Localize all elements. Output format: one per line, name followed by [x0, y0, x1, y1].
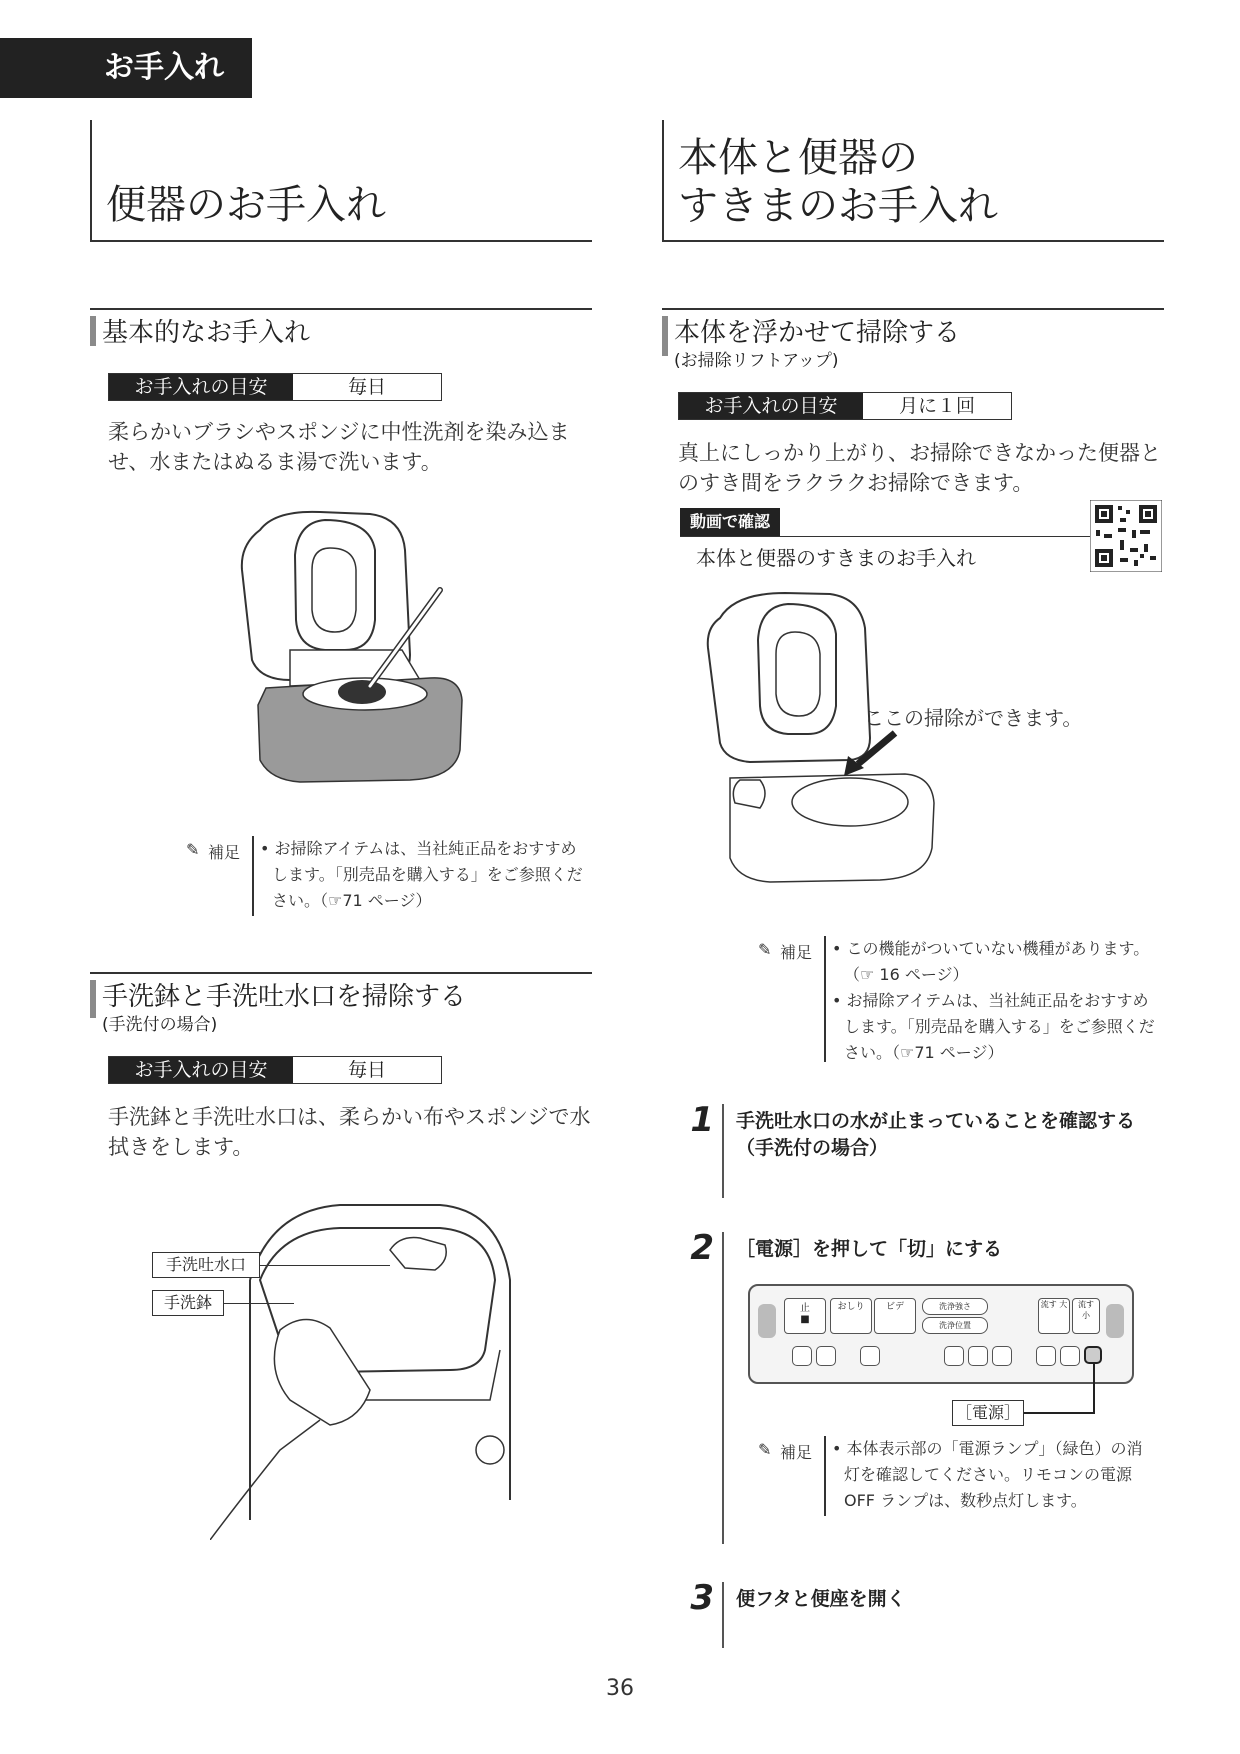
label-spout: 手洗吐水口 — [152, 1252, 260, 1278]
step-1-number: 1 — [690, 1100, 714, 1140]
guide-label: お手入れの目安 — [109, 1057, 293, 1083]
video-title[interactable]: 本体と便器のすきまのお手入れ — [696, 546, 976, 570]
guide-value: 毎日 — [347, 376, 386, 398]
handwash-guide — [108, 1056, 442, 1084]
right-title-line1: 本体と便器の — [678, 135, 918, 181]
basic-text: 柔らかいブラシやスポンジに中性洗剤を染み込ませ、水またはぬるま湯で洗います。 — [108, 420, 570, 474]
page-number: 36 — [606, 1676, 634, 1701]
right-page-title — [662, 120, 1164, 242]
video-tag: 動画で確認 — [680, 508, 780, 536]
lift-text: 真上にしっかり上がり、お掃除できなかった便器とのすき間をラクラクお掃除できます。 — [678, 441, 1161, 495]
guide-value: 毎日 — [347, 1059, 386, 1081]
note-label: 補足 — [780, 943, 813, 962]
lift-guide — [678, 392, 1012, 420]
qr-code-icon[interactable] — [1090, 500, 1162, 572]
flush-small-button[interactable]: 流す 小 — [1072, 1298, 1100, 1334]
step-3-number: 3 — [690, 1578, 714, 1618]
remote-control-panel — [748, 1284, 1134, 1384]
remote-small-button[interactable] — [944, 1346, 964, 1366]
right-title-line2: すきまのお手入れ — [678, 183, 998, 229]
step-1-text: 手洗吐水口の水が止まっていることを確認する（手洗付の場合） — [736, 1110, 1136, 1159]
basic-guide — [108, 373, 442, 401]
remote-left-lamp — [758, 1304, 776, 1338]
remote-right-lamp — [1106, 1304, 1124, 1338]
handwash-illustration — [210, 1200, 530, 1540]
remote-small-button[interactable] — [816, 1346, 836, 1366]
right-title-text — [678, 134, 998, 230]
step-2-text: ［電源］を押して「切」にする — [736, 1238, 1003, 1260]
handwash-subheading: (手洗付の場合) — [102, 1015, 218, 1035]
left-page-title — [90, 120, 592, 242]
lift-heading — [662, 308, 1164, 370]
flush-large-button[interactable]: 流す 大 — [1038, 1298, 1070, 1334]
left-title-text: 便器のお手入れ — [106, 182, 386, 228]
stop-button[interactable]: 止 ■ — [784, 1298, 826, 1334]
note-line-text: • 本体表示部の「電源ランプ」（緑色）の消灯を確認してください。リモコンの電源 OFF ランプは、数秒点灯します。 — [832, 1439, 1143, 1510]
guide-value: 月に１回 — [898, 395, 975, 417]
note-pencil-icon: ✎ — [186, 840, 200, 859]
remote-small-button[interactable] — [860, 1346, 880, 1366]
note-pencil-icon: ✎ — [758, 1440, 772, 1459]
note-line-text: • お掃除アイテムは、当社純正品をおすすめします。「別売品を購入する」をご参照ください。（☞71 ページ） — [832, 991, 1155, 1062]
step-2-number: 2 — [690, 1228, 714, 1268]
note-text — [832, 1436, 1152, 1514]
power-button[interactable] — [1084, 1346, 1102, 1364]
lift-heading-text: 本体を浮かせて掃除する — [674, 318, 961, 348]
remote-small-button[interactable] — [1060, 1346, 1080, 1366]
remote-small-button[interactable] — [968, 1346, 988, 1366]
note-line-text: • お掃除アイテムは、当社純正品をおすすめします。「別売品を購入する」をご参照ください。（☞71 ページ） — [260, 839, 583, 910]
note-line-text: • この機能がついていない機種があります。（☞ 16 ページ） — [832, 939, 1150, 984]
lift-subheading: (お掃除リフトアップ) — [674, 351, 839, 371]
note-text — [260, 836, 592, 914]
note-label: 補足 — [208, 843, 241, 862]
handwash-heading — [90, 972, 592, 1035]
toilet-brush-illustration — [230, 510, 490, 800]
guide-label: お手入れの目安 — [109, 374, 293, 400]
remote-small-button[interactable] — [792, 1346, 812, 1366]
basic-heading-text: 基本的なお手入れ — [102, 318, 311, 348]
label-bowl: 手洗鉢 — [152, 1290, 224, 1316]
section-tab: お手入れ — [0, 38, 252, 98]
arrow-icon — [840, 728, 900, 778]
bidet-button[interactable]: ビデ — [874, 1298, 916, 1334]
lift-callout: ここの掃除ができます。 — [864, 706, 1083, 730]
stop-button-label: 止 — [800, 1303, 810, 1314]
guide-label: お手入れの目安 — [679, 393, 863, 419]
handwash-text: 手洗鉢と手洗吐水口は、柔らかい布やスポンジで水拭きをします。 — [108, 1105, 591, 1159]
note-label: 補足 — [780, 1443, 813, 1462]
lift-illustration — [700, 588, 940, 888]
basic-heading — [90, 308, 592, 350]
power-label: ［電源］ — [952, 1400, 1024, 1426]
note-text — [832, 936, 1162, 1066]
oshiri-button[interactable]: おしり — [830, 1298, 872, 1334]
remote-small-button[interactable] — [1036, 1346, 1056, 1366]
note-pencil-icon: ✎ — [758, 940, 772, 959]
wash-position-button[interactable]: 洗浄位置 — [922, 1317, 988, 1334]
step-3-text: 便フタと便座を開く — [736, 1588, 906, 1610]
handwash-heading-text: 手洗鉢と手洗吐水口を掃除する — [102, 982, 467, 1012]
wash-strength-button[interactable]: 洗浄強さ — [922, 1298, 988, 1315]
remote-small-button[interactable] — [992, 1346, 1012, 1366]
